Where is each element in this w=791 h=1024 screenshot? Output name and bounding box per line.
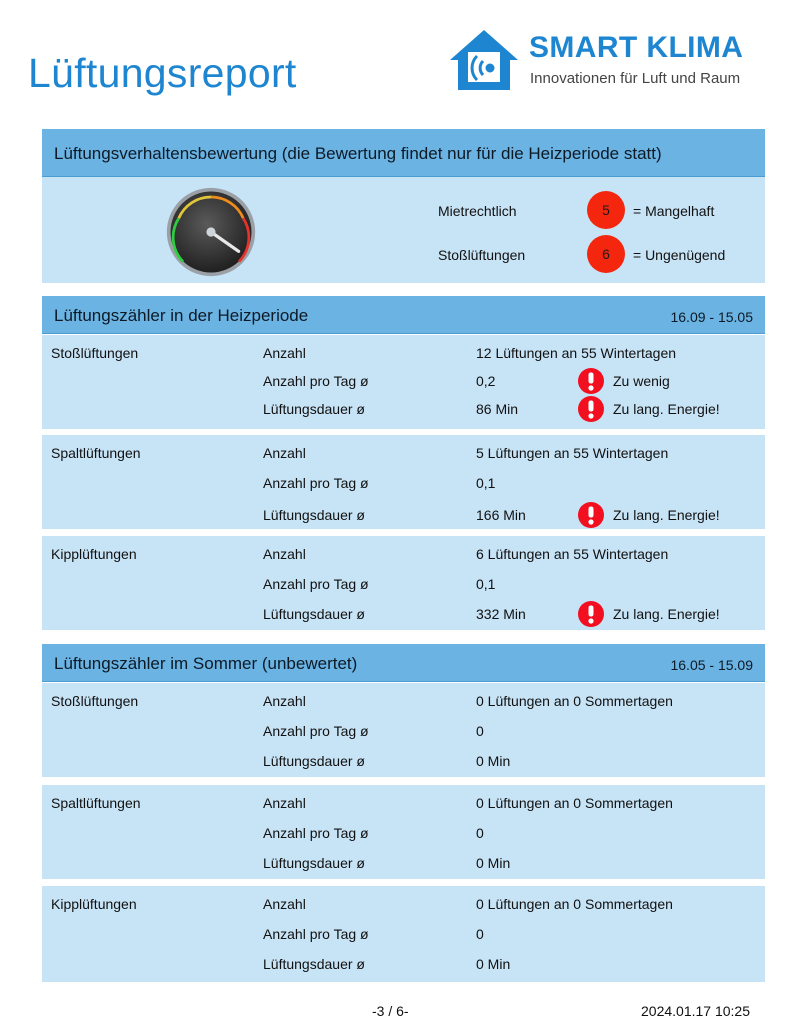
metric-value: 0 xyxy=(476,825,484,841)
group-name: Stoßlüftungen xyxy=(51,345,139,361)
metric-label: Anzahl xyxy=(263,445,306,461)
metric-label: Lüftungsdauer ø xyxy=(263,401,365,417)
metric-label: Lüftungsdauer ø xyxy=(263,507,365,523)
metric-value: 0 Lüftungen an 0 Sommertagen xyxy=(476,896,673,912)
summer-group-kippluftungen xyxy=(42,886,765,982)
metric-label: Anzahl xyxy=(263,896,306,912)
metric-label: Lüftungsdauer ø xyxy=(263,855,365,871)
warning-icon xyxy=(577,600,605,628)
winter-header xyxy=(42,296,765,334)
metric-value: 0 xyxy=(476,926,484,942)
summer-group-spaltluftungen xyxy=(42,785,765,879)
metric-label: Anzahl pro Tag ø xyxy=(263,825,369,841)
house-wifi-icon xyxy=(448,28,520,92)
rating-header xyxy=(42,129,765,177)
metric-value: 86 Min xyxy=(476,401,519,417)
metric-value: 332 Min xyxy=(476,606,526,622)
metric-value: 0 Lüftungen an 0 Sommertagen xyxy=(476,795,673,811)
metric-value: 0 xyxy=(476,723,484,739)
metric-label: Lüftungsdauer ø xyxy=(263,606,365,622)
metric-label: Anzahl pro Tag ø xyxy=(263,475,369,491)
metric-label: Anzahl pro Tag ø xyxy=(263,576,369,592)
group-name: Spaltlüftungen xyxy=(51,795,141,811)
metric-label: Anzahl pro Tag ø xyxy=(263,926,369,942)
summer-header-title: Lüftungszähler im Sommer (unbewertet) xyxy=(54,654,358,673)
group-name: Stoßlüftungen xyxy=(51,693,139,709)
winter-group-spaltluftungen xyxy=(42,435,765,529)
metric-value: 0 Min xyxy=(476,753,511,769)
summer-header xyxy=(42,644,765,682)
winter-header-title: Lüftungszähler in der Heizperiode xyxy=(54,306,309,325)
metric-value: 6 Lüftungen an 55 Wintertagen xyxy=(476,546,669,562)
metric-value: 0,1 xyxy=(476,576,496,592)
winter-date-range: 16.09 - 15.05 xyxy=(670,309,753,325)
group-name: Kipplüftungen xyxy=(51,546,137,562)
metric-value: 5 Lüftungen an 55 Wintertagen xyxy=(476,445,669,461)
group-name: Spaltlüftungen xyxy=(51,445,141,461)
page-title: Lüftungsreport xyxy=(28,50,297,96)
rating-body xyxy=(42,177,765,283)
gauge-icon xyxy=(165,186,257,278)
metric-value: 166 Min xyxy=(476,507,526,523)
score-verdict: = Mangelhaft xyxy=(633,203,715,219)
rating-label-mietrechtlich: Mietrechtlich xyxy=(438,203,517,219)
metric-value: 0 Min xyxy=(476,956,511,972)
metric-value: 0,1 xyxy=(476,475,496,491)
metric-label: Anzahl xyxy=(263,345,306,361)
metric-label: Lüftungsdauer ø xyxy=(263,753,365,769)
metric-label: Anzahl xyxy=(263,795,306,811)
metric-value: 0,2 xyxy=(476,373,496,389)
brand-name: SMART KLIMA xyxy=(529,31,744,64)
score-badge: 5 xyxy=(587,191,625,229)
rating-header-title: Lüftungsverhaltensbewertung (die Bewertung findet nur für die Heizperiode statt) xyxy=(54,144,662,163)
warning-text: Zu lang. Energie! xyxy=(613,401,720,417)
metric-value: 0 Lüftungen an 0 Sommertagen xyxy=(476,693,673,709)
rating-label-stossluftungen: Stoßlüftungen xyxy=(438,247,526,263)
metric-value: 12 Lüftungen an 55 Wintertagen xyxy=(476,345,677,361)
brand-tagline: Innovationen für Luft und Raum xyxy=(530,70,741,87)
warning-text: Zu lang. Energie! xyxy=(613,606,720,622)
metric-label: Anzahl xyxy=(263,693,306,709)
warning-icon xyxy=(577,395,605,423)
metric-label: Anzahl xyxy=(263,546,306,562)
metric-value: 0 Min xyxy=(476,855,511,871)
metric-label: Lüftungsdauer ø xyxy=(263,956,365,972)
group-name: Kipplüftungen xyxy=(51,896,137,912)
report-timestamp: 2024.01.17 10:25 xyxy=(641,1003,750,1019)
score-verdict: = Ungenügend xyxy=(633,247,726,263)
warning-text: Zu lang. Energie! xyxy=(613,507,720,523)
page-number: -3 / 6- xyxy=(372,1003,409,1019)
brand-logo xyxy=(448,28,768,92)
score-badge: 6 xyxy=(587,235,625,273)
warning-icon xyxy=(577,367,605,395)
metric-label: Anzahl pro Tag ø xyxy=(263,723,369,739)
summer-group-stossluftungen xyxy=(42,683,765,777)
warning-icon xyxy=(577,501,605,529)
summer-date-range: 16.05 - 15.09 xyxy=(670,657,753,673)
winter-group-kippluftungen xyxy=(42,536,765,630)
winter-group-stossluftungen xyxy=(42,335,765,429)
warning-text: Zu wenig xyxy=(613,373,670,389)
metric-label: Anzahl pro Tag ø xyxy=(263,373,369,389)
